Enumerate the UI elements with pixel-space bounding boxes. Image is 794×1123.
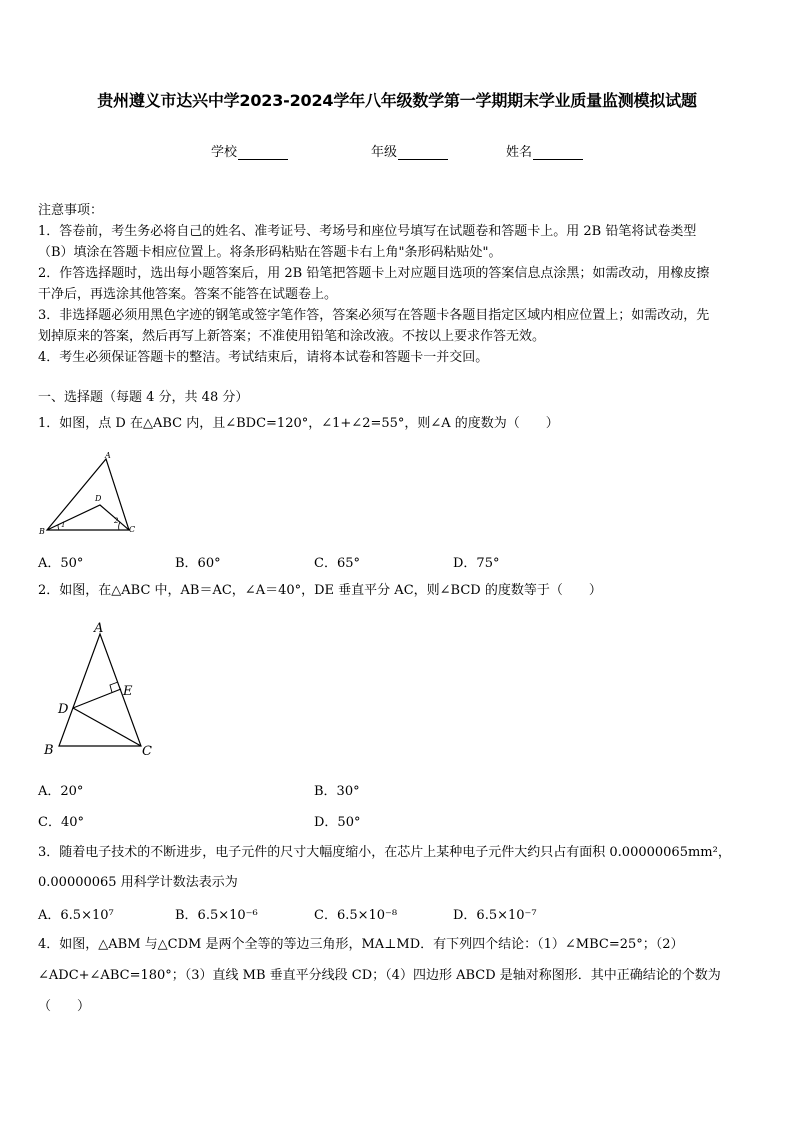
question-2-stem: 2．如图，在△ABC 中，AB＝AC，∠A＝40°，DE 垂直平分 AC，则∠BCD 的度数等于（ ） [38, 583, 602, 598]
question-3-stem-line-2: 0.00000065 用科学计数法表示为 [38, 875, 238, 890]
school-field: 学校 [211, 141, 288, 160]
question-1-figure [38, 450, 138, 536]
q3-option-d[interactable]: D．6.5×10⁻⁷ [453, 908, 537, 923]
notice-line-3: 2．作答选择题时，选出每小题答案后，用 2B 铅笔把答题卡上对应题目选项的答案信息点涂黑；如需改动，用橡皮擦 [38, 266, 710, 281]
q1-option-a[interactable]: A．50° [38, 556, 84, 571]
q3-option-c[interactable]: C．6.5×10⁻⁸ [314, 908, 398, 923]
q1-label-2: 2 [114, 517, 119, 525]
exam-title: 贵州遵义市达兴中学2023-2024学年八年级数学第一学期期末学业质量监测模拟试题 [97, 91, 697, 110]
notice-line-6: 划掉原来的答案，然后再写上新答案；不准使用铅笔和涂改液。不按以上要求作答无效。 [38, 329, 546, 344]
notice-line-1: 1．答卷前，考生务必将自己的姓名、准考证号、考场号和座位号填写在试题卷和答题卡上。用 2B 铅笔将试卷类型 [38, 224, 697, 239]
name-blank[interactable] [533, 147, 583, 160]
q3-option-a[interactable]: A．6.5×10⁷ [38, 908, 114, 923]
q1-label-b: B [39, 527, 45, 536]
question-4-line-2: ∠ADC+∠ABC=180°；（3）直线 MB 垂直平分线段 CD；（4）四边形 ABCD 是轴对称图形．其中正确结论的个数为 [38, 968, 721, 983]
q2-option-a[interactable]: A．20° [38, 784, 84, 799]
q2-label-e: E [123, 684, 133, 699]
school-blank[interactable] [238, 147, 288, 160]
question-4-line-1: 4．如图，△ABM 与△CDM 是两个全等的等边三角形，MA⊥MD．有下列四个结论：（1）∠MBC=25°；（2） [38, 937, 684, 952]
q1-label-1: 1 [61, 521, 66, 529]
q2-option-c[interactable]: C．40° [38, 815, 84, 830]
grade-blank[interactable] [398, 147, 448, 160]
q1-label-a: A [105, 451, 111, 460]
notice-line-5: 3．非选择题必须用黑色字迹的钢笔或签字笔作答，答案必须写在答题卡各题目指定区域内相应位置上；如需改动，先 [38, 308, 710, 323]
q1-option-b[interactable]: B．60° [175, 556, 221, 571]
question-2-figure [40, 618, 170, 760]
notice-line-4: 干净后，再选涂其他答案。答案不能答在试题卷上。 [38, 287, 338, 302]
question-3-stem-line-1: 3．随着电子技术的不断进步，电子元件的尺寸大幅度缩小，在芯片上某种电子元件大约只占有面积 0.00000065mm²， [38, 845, 731, 860]
section-heading: 一、选择题（每题 4 分，共 48 分） [38, 390, 249, 405]
notice-line-2: （B）填涂在答题卡相应位置上。将条形码粘贴在答题卡右上角"条形码粘贴处"。 [38, 245, 502, 260]
q2-label-c: C [142, 744, 152, 759]
q1-option-c[interactable]: C．65° [314, 556, 360, 571]
q2-option-b[interactable]: B．30° [314, 784, 360, 799]
q1-label-d: D [95, 494, 102, 503]
notice-heading: 注意事项： [38, 203, 104, 218]
q2-label-b: B [44, 743, 54, 758]
name-field: 姓名 [506, 141, 583, 160]
notice-line-7: 4．考生必须保证答题卡的整洁。考试结束后，请将本试卷和答题卡一并交回。 [38, 350, 489, 365]
q2-label-d: D [58, 702, 69, 717]
grade-field: 年级 [371, 141, 448, 160]
q3-option-b[interactable]: B．6.5×10⁻⁶ [175, 908, 258, 923]
q2-option-d[interactable]: D．50° [314, 815, 361, 830]
q1-label-c: C [129, 525, 136, 534]
q1-option-d[interactable]: D．75° [453, 556, 500, 571]
question-1-stem: 1．如图，点 D 在△ABC 内，且∠BDC=120°，∠1+∠2=55°，则∠A 的度数为（ ） [38, 416, 559, 431]
question-4-line-3: （ ） [38, 999, 91, 1014]
q2-label-a: A [94, 621, 104, 636]
